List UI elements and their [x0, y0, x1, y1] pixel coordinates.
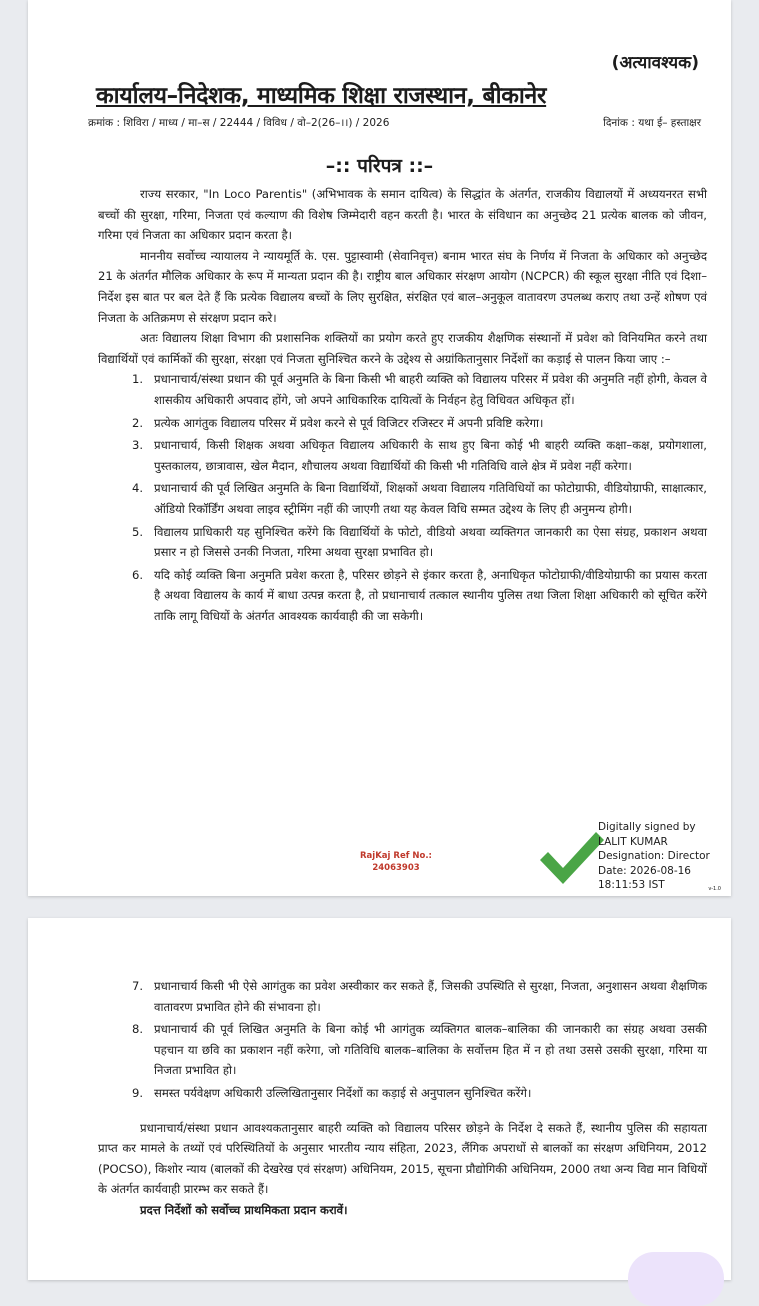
digital-signature-block [598, 820, 710, 893]
intro-paragraph: अतः विद्यालय शिक्षा विभाग की प्रशासनिक शक्तियों का प्रयोग करते हुए राजकीय शैक्षणिक संस्थानों में प्रवेश को विनियमित करने तथा विद्यार्थियों एवं कार्मिकों की सुरक्षा, संरक्षा एवं निजता सुनिश्चित करने के उद्देश्य से अग्रांकितानुसार निर्देशों का कड़ाई से पालन किया जाए :– [98, 331, 707, 366]
reference-number: क्रमांक : शिविरा / माध्य / मा–स / 22444 / विविध / वो–2(26–।।) / 2026 [88, 117, 390, 129]
rajkaj-reference [346, 850, 446, 874]
signer-name: LALIT KUMAR [598, 835, 668, 848]
directive-item [98, 435, 707, 476]
signature-date: Date: 2026-08-16 [598, 864, 691, 877]
directive-text: समस्त पर्यवेक्षण अधिकारी उल्लिखितानुसार निर्देशों का कड़ाई से अनुपालन सुनिश्चित करेंगे। [154, 1085, 532, 1100]
reference-line [88, 116, 701, 130]
directive-text: प्रधानाचार्य की पूर्व लिखित अनुमति के बिना विद्यार्थियों, शिक्षकों अथवा विद्यालय गतिविधियों का फोटोग्राफी, वीडियोग्राफी, साक्षात्कार, ऑडियो रिकॉर्डिंग अथवा लाइव स्ट्रीमिंग नहीं की जाएगी तथा यह केवल विधि सम्मत उद्देश्य के लिए ही अनुमन्य होगी। [154, 481, 707, 516]
reference-date: दिनांक : यथा ई– हस्ताक्षर [603, 117, 701, 129]
directive-item [98, 522, 707, 563]
directive-item [98, 478, 707, 519]
directive-number: 9. [132, 1085, 144, 1100]
document-page-1 [28, 0, 731, 896]
directive-number: 3. [132, 438, 144, 453]
version-label: v-1.0 [708, 886, 721, 892]
directive-item [98, 369, 707, 410]
closing-instruction: प्रदत्त निर्देशों को सर्वोच्च प्राथमिकता प्रदान करावें। [140, 1202, 348, 1217]
directive-text: प्रधानाचार्य किसी भी ऐसे आगंतुक का प्रवेश अस्वीकार कर सकते हैं, जिसकी उपस्थिति से सुरक्षा, निजता, अनुशासन अथवा शैक्षणिक वातावरण प्रभावित होने की संभावना हो। [154, 979, 707, 1014]
document-page-2 [28, 918, 731, 1280]
directive-item [98, 1019, 707, 1081]
directive-item [98, 565, 707, 627]
closing-paragraph: प्रधानाचार्य/संस्था प्रधान आवश्यकतानुसार बाहरी व्यक्ति को विद्यालय परिसर छोड़ने के निर्देश दे सकते हैं, स्थानीय पुलिस की सहायता प्राप्त कर मामले के तथ्यों एवं परिस्थितियों के अनुसार भारतीय न्याय संहिता, 2023, लैंगिक अपराधों से बालकों का संरक्षण अधिनियम, 2012 (POCSO), किशोर न्याय (बालकों की देखरेख एवं संरक्षण) अधिनियम, 2015, सूचना प्रौद्योगिकी अधिनियम, 2000 तथा अन्य विद्य मान विधियों के अंतर्गत कार्यवाही प्रारम्भ कर सकते हैं। [98, 1120, 707, 1197]
directive-number: 7. [132, 979, 144, 993]
directive-text: प्रत्येक आगंतुक विद्यालय परिसर में प्रवेश करने से पूर्व विजिटर रजिस्टर में अपनी प्रविष्टि करेगा। [154, 415, 544, 430]
directive-number: 4. [132, 481, 144, 496]
directive-item [98, 413, 707, 434]
floating-action-button[interactable] [628, 1252, 724, 1306]
directive-item [98, 976, 707, 1017]
circular-heading: –:: परिपत्र ::– [325, 155, 434, 177]
directive-text: प्रधानाचार्य की पूर्व लिखित अनुमति के बिना कोई भी आगंतुक व्यक्तिगत बालक–बालिका की जानकारी का संग्रह अथवा उसकी पहचान या छवि का प्रकाशन नहीं करेगा, जो गतिविधि बालक–बालिका के सर्वोत्तम हित में न हो तथा उससे उसकी सुरक्षा, गरिमा या निजता प्रभावित हो। [154, 1022, 707, 1078]
signature-line: Digitally signed by [598, 821, 696, 833]
signer-designation: Designation: Director [598, 850, 710, 862]
intro-paragraph: माननीय सर्वोच्च न्यायालय ने न्यायमूर्ति के. एस. पुट्टास्वामी (सेवानिवृत्त) बनाम भारत संघ के निर्णय में निजता के अधिकार को अनुच्छेद 21 के अंतर्गत मौलिक अधिकार के रूप में मान्यता प्रदान की है। राष्ट्रीय बाल अधिकार संरक्षण आयोग (NCPCR) की स्कूल सुरक्षा नीति एवं दिशा–निर्देश इस बात पर बल देते हैं कि प्रत्येक विद्यालय बच्चों के लिए सुरक्षित, संरक्षित एवं बाल–अनुकूल वातावरण उपलब्ध कराए तथा उन्हें शोषण एवं निजता के अतिक्रमण से संरक्षण प्रदान करे। [98, 248, 707, 325]
directive-number: 1. [132, 372, 144, 387]
directive-number: 8. [132, 1022, 144, 1037]
signature-time: 18:11:53 IST [598, 879, 665, 891]
circular-body [98, 184, 707, 628]
office-title: कार्यालय–निदेशक, माध्यमिक शिक्षा राजस्थान, बीकानेर [96, 83, 547, 109]
directives-list [98, 369, 707, 626]
directive-number: 5. [132, 524, 144, 539]
urgent-label: (अत्यावश्यक) [611, 53, 699, 73]
directive-number: 6. [132, 567, 144, 582]
rajkaj-label: RajKaj Ref No.: [360, 851, 432, 861]
rajkaj-number: 24063903 [372, 863, 420, 873]
circular-body-continued [98, 976, 707, 1221]
directive-text: यदि कोई व्यक्ति बिना अनुमति प्रवेश करता है, परिसर छोड़ने से इंकार करता है, अनाधिकृत फोटोग्राफी/वीडियोग्राफी का प्रयास करता है अथवा विद्यालय के कार्य में बाधा उत्पन्न करता है, तो प्रधानाचार्य तत्काल स्थानीय पुलिस तथा जिला शिक्षा अधिकारी को सूचित करेंगे ताकि लागू विधियों के अंतर्गत आवश्यक कार्यवाही की जा सकेगी। [154, 567, 707, 623]
digital-signature-check-icon [536, 826, 606, 888]
directive-text: प्रधानाचार्य/संस्था प्रधान की पूर्व अनुमति के बिना किसी भी बाहरी व्यक्ति को विद्यालय परिसर में प्रवेश की अनुमति नहीं होगी, केवल वे शासकीय अधिकारी अपवाद होंगे, जो अपने आधिकारिक दायित्वों के निर्वहन हेतु विधिवत अधिकृत हों। [154, 372, 707, 407]
directive-text: विद्यालय प्राधिकारी यह सुनिश्चित करेंगे कि विद्यार्थियों के फोटो, वीडियो अथवा व्यक्तिगत जानकारी का ऐसा संग्रह, प्रकाशन अथवा प्रसार न हो जिससे उनकी निजता, गरिमा अथवा सुरक्षा प्रभावित हो। [154, 524, 707, 560]
directive-item [98, 1083, 707, 1104]
intro-paragraph: राज्य सरकार, "In Loco Parentis" (अभिभावक के समान दायित्व) के सिद्धांत के अंतर्गत, राजकीय विद्यालयों में अध्ययनरत सभी बच्चों की सुरक्षा, गरिमा, निजता एवं कल्याण की विशेष जिम्मेदारी वहन करती है। भारत के संविधान का अनुच्छेद 21 प्रत्येक बालक को जीवन, गरिमा एवं निजता का अधिकार प्रदान करता है। [98, 187, 707, 243]
directive-text: प्रधानाचार्य, किसी शिक्षक अथवा अधिकृत विद्यालय अधिकारी के साथ हुए बिना कोई भी बाहरी व्यक्ति कक्षा–कक्ष, प्रयोगशाला, पुस्तकालय, छात्रावास, खेल मैदान, शौचालय अथवा विद्यार्थियों की किसी भी गतिविधि वाले क्षेत्र में प्रवेश नहीं करेगा। [154, 438, 707, 473]
directives-list-continued [98, 976, 707, 1104]
directive-number: 2. [132, 415, 144, 430]
